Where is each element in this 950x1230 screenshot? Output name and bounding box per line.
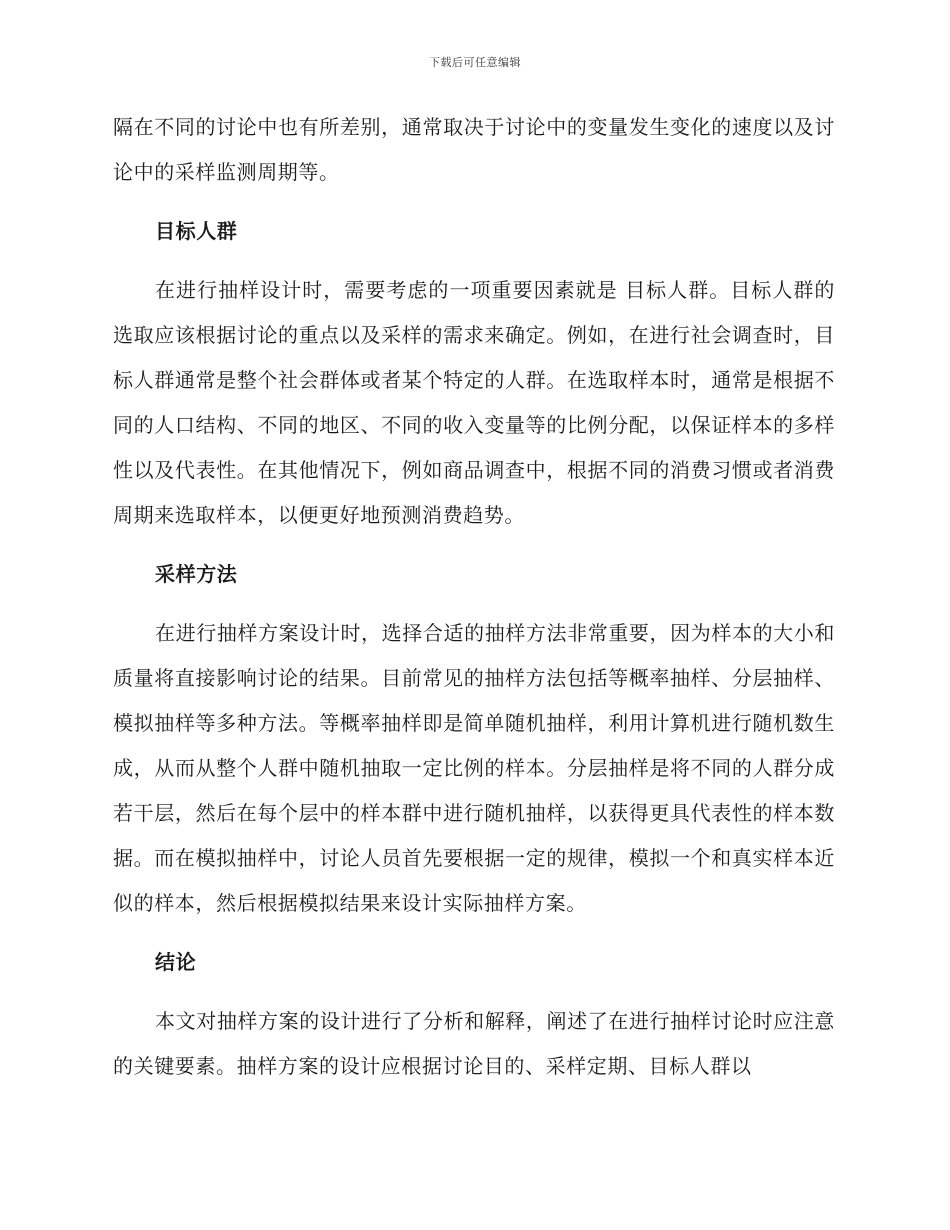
page-header: 下载后可任意编辑 [429, 56, 521, 69]
section-heading-sampling-method: 采样方法 [155, 562, 238, 586]
paragraph-target-population: 在进行抽样设计时，需要考虑的一项重要因素就是 目标人群。目标人群的选取应该根据讨论的重点以及采样的需求来确定。例如，在进行社会调查时，目标人群通常是整个社会群体或者某个特定的人群。在选取样本时，通常是根据不同的人口结构、不同的地区、不同的收入变量等的比例分配，以保证样本的多样性以及代表性。在其他情况下，例如商品调查中，根据不同的消费习惯或者消费周期来选取样本，以便更好地预测消费趋势。 [113, 278, 835, 527]
document-body [113, 105, 835, 1089]
section-heading-conclusion: 结论 [155, 950, 197, 974]
paragraph-sampling-method: 在进行抽样方案设计时，选择合适的抽样方法非常重要，因为样本的大小和质量将直接影响讨论的结果。目前常见的抽样方法包括等概率抽样、分层抽样、模拟抽样等多种方法。等概率抽样即是简单随机抽样，利用计算机进行随机数生成，从而从整个人群中随机抽取一定比例的样本。分层抽样是将不同的人群分成若干层，然后在每个层中的样本群中进行随机抽样，以获得更具代表性的样本数据。而在模拟抽样中，讨论人员首先要根据一定的规律，模拟一个和真实样本近似的样本，然后根据模拟结果来设计实际抽样方案。 [113, 621, 835, 915]
section-heading-target-population: 目标人群 [155, 219, 238, 243]
paragraph-continuation: 隔在不同的讨论中也有所差别，通常取决于讨论中的变量发生变化的速度以及讨论中的采样监测周期等。 [113, 115, 835, 184]
paragraph-conclusion: 本文对抽样方案的设计进行了分析和解释，阐述了在进行抽样讨论时应注意的关键要素。抽样方案的设计应根据讨论目的、采样定期、目标人群以 [113, 1009, 835, 1078]
